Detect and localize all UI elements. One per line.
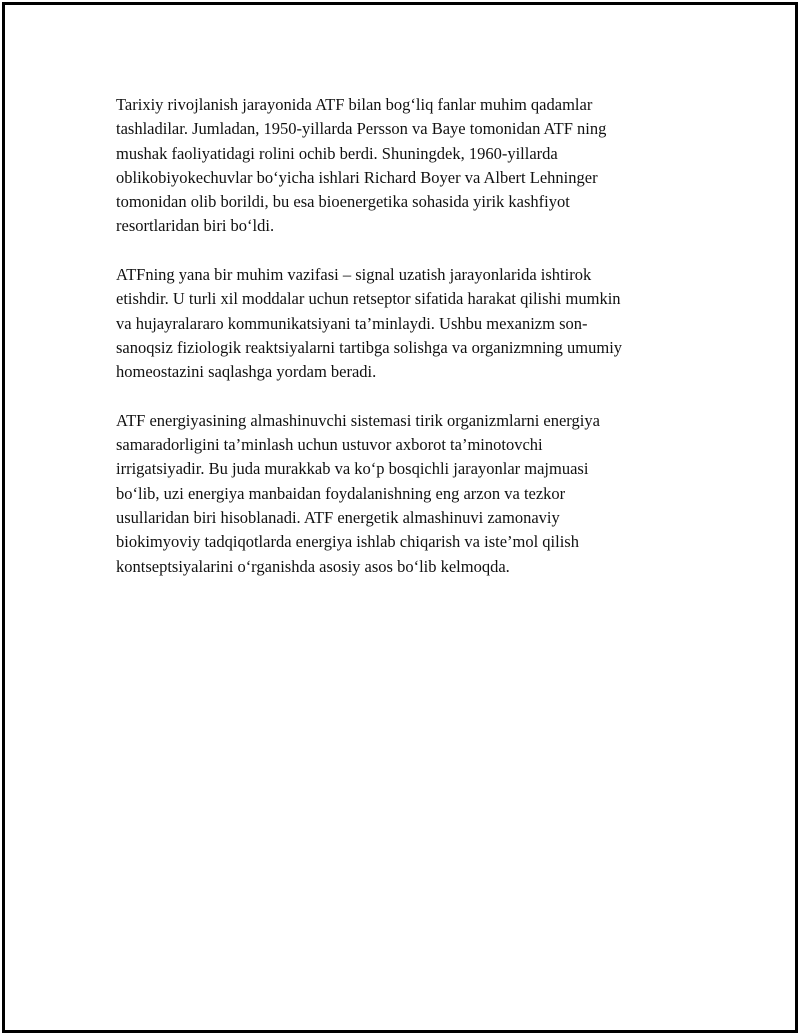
text-line: resortlaridan biri bo‘ldi. [116, 216, 275, 236]
text-line: samaradorligini ta’minlash uchun ustuvor axborot ta’minotovchi [116, 435, 543, 455]
text-line: Tarixiy rivojlanish jarayonida ATF bilan bog‘liq fanlar muhim qadamlar [116, 95, 593, 114]
text-line: sanoqsiz fiziologik reaktsiyalarni tartibga solishga va organizmning umumiy [116, 337, 623, 357]
text-line: biokimyoviy tadqiqotlarda energiya ishlab chiqarish va iste’mol qilish [116, 532, 579, 552]
text-line: etishdir. U turli xil moddalar uchun retseptor sifatida harakat qilishi mumkin [116, 289, 621, 309]
text-line: irrigatsiyadir. Bu juda murakkab va ko‘p bosqichli jarayonlar majmuasi [116, 459, 589, 479]
text-line: va hujayralararo kommunikatsiyani ta’minlaydi. Ushbu mexanizm son- [116, 313, 588, 333]
paragraph-1 [116, 93, 686, 239]
paragraph-3 [116, 409, 686, 579]
text-line: ATFning yana bir muhim vazifasi – signal uzatish jarayonlarida ishtirok [116, 265, 592, 285]
text-line: usullaridan biri hisoblanadi. ATF energetik almashinuvi zamonaviy [116, 508, 560, 528]
text-line: tashladilar. Jumladan, 1950-yillarda Persson va Baye tomonidan ATF ning [116, 119, 607, 139]
text-line: kontseptsiyalarini o‘rganishda asosiy asos bo‘lib kelmoqda. [116, 556, 510, 576]
text-line: mushak faoliyatidagi rolini ochib berdi. Shuningdek, 1960-yillarda [116, 143, 558, 163]
text-line: oblikobiyokechuvlar bo‘yicha ishlari Richard Boyer va Albert Lehninger [116, 167, 598, 187]
text-line: bo‘lib, uzi energiya manbaidan foydalanishning eng arzon va tezkor [116, 483, 566, 503]
text-line: tomonidan olib borildi, bu esa bioenergetika sohasida yirik kashfiyot [116, 192, 570, 212]
document-body [116, 93, 686, 603]
text-line: homeostazini saqlashga yordam beradi. [116, 362, 377, 382]
paragraph-2 [116, 263, 686, 384]
text-line: ATF energiyasining almashinuvchi sistemasi tirik organizmlarni energiya [116, 410, 600, 430]
